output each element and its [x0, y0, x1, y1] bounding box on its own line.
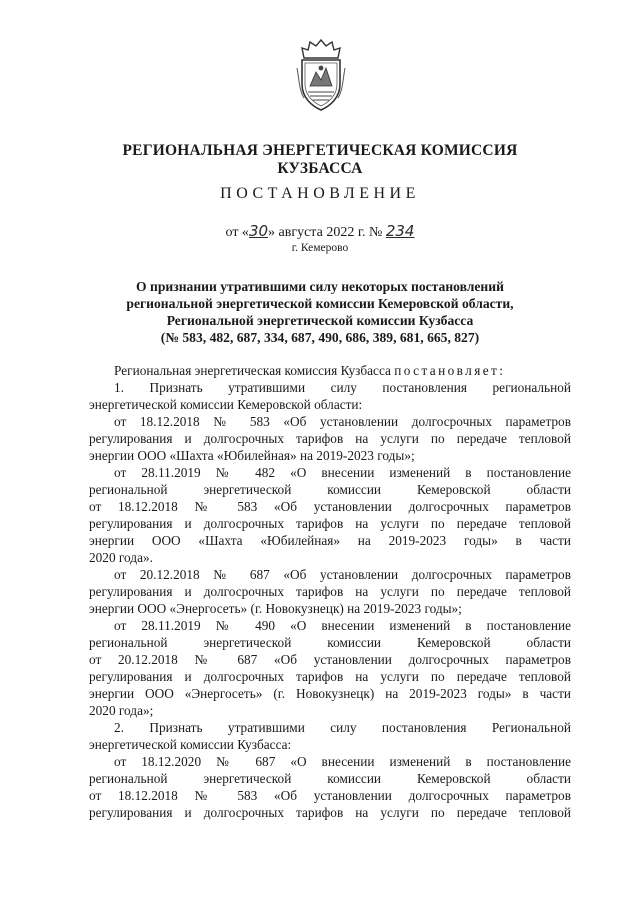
intro-text: Региональная энергетическая комиссия Кузбасса [114, 363, 395, 378]
body-line: энергетической комиссии Кузбасса: [89, 737, 292, 752]
body-line: регулирования и долгосрочных тарифов на услуги по передаче тепловой [89, 805, 571, 820]
body-line: энергии ООО «Энергосеть» (г. Новокузнецк) на 2019-2023 годы»; [89, 601, 462, 616]
intro-resolves: постановляет: [394, 363, 506, 378]
document-date-line [0, 222, 640, 241]
body-line: регулирования и долгосрочных тарифов на услуги по передаче тепловой [89, 516, 571, 531]
document-title-line: О признании утратившими силу некоторых постановлений [136, 279, 504, 294]
body-line: от 20.12.2018 № 687 «Об установлении долгосрочных параметров [89, 652, 571, 667]
body-line: энергии ООО «Шахта «Юбилейная» на 2019-2023 годы»; [89, 448, 415, 463]
body-line: региональной энергетической комиссии Кемеровской области [89, 482, 571, 497]
body-line: 2020 года»; [89, 703, 154, 718]
body-line: региональной энергетической комиссии Кемеровской области [89, 635, 571, 650]
coat-of-arms-icon [296, 38, 346, 112]
document-title-line: региональной энергетической комиссии Кемеровской области, [126, 296, 514, 311]
body-line: энергии ООО «Энергосеть» (г. Новокузнецк) на 2019-2023 годы» в части [89, 686, 571, 701]
org-name-line-1: РЕГИОНАЛЬНАЯ ЭНЕРГЕТИЧЕСКАЯ КОМИССИЯ [122, 142, 518, 159]
body-line: от 18.12.2018 № 583 «Об установлении долгосрочных параметров [89, 788, 571, 803]
city-name: г. Кемерово [291, 242, 349, 254]
date-middle: » августа 2022 г. № [268, 225, 383, 240]
document-title-line: Региональной энергетической комиссии Кузбасса [166, 313, 474, 328]
document-title-line: (№ 583, 482, 687, 334, 687, 490, 686, 389, 681, 665, 827) [160, 330, 480, 345]
body-line: регулирования и долгосрочных тарифов на услуги по передаче тепловой [89, 584, 571, 599]
document-type: ПОСТАНОВЛЕНИЕ [220, 185, 420, 202]
body-line: регулирования и долгосрочных тарифов на услуги по передаче тепловой [89, 669, 571, 684]
date-prefix: от « [225, 225, 249, 240]
org-name-line-2: КУЗБАССА [277, 160, 363, 177]
body-line: от 18.12.2020 № 687 «О внесении изменений в постановление [114, 754, 571, 769]
body-line: регулирования и долгосрочных тарифов на услуги по передаче тепловой [89, 431, 571, 446]
handwritten-doc-number: 234 [385, 222, 415, 240]
body-line: региональной энергетической комиссии Кемеровской области [89, 771, 571, 786]
body-line: от 28.11.2019 № 482 «О внесении изменений в постановление [114, 465, 571, 480]
body-intro-line [114, 363, 571, 380]
body-line: 2. Признать утратившими силу постановления Региональной [114, 720, 571, 735]
body-line: 2020 года». [89, 550, 153, 565]
body-line: от 28.11.2019 № 490 «О внесении изменений в постановление [114, 618, 571, 633]
body-line: энергетической комиссии Кемеровской области: [89, 397, 363, 412]
body-line: от 18.12.2018 № 583 «Об установлении долгосрочных параметров [114, 414, 571, 429]
body-line: энергии ООО «Шахта «Юбилейная» на 2019-2023 годы» в части [89, 533, 571, 548]
body-line: от 18.12.2018 № 583 «Об установлении долгосрочных параметров [89, 499, 571, 514]
handwritten-day: 30 [248, 222, 269, 240]
body-line: от 20.12.2018 № 687 «Об установлении долгосрочных параметров [114, 567, 571, 582]
body-line: 1. Признать утратившими силу постановления региональной [114, 380, 571, 395]
